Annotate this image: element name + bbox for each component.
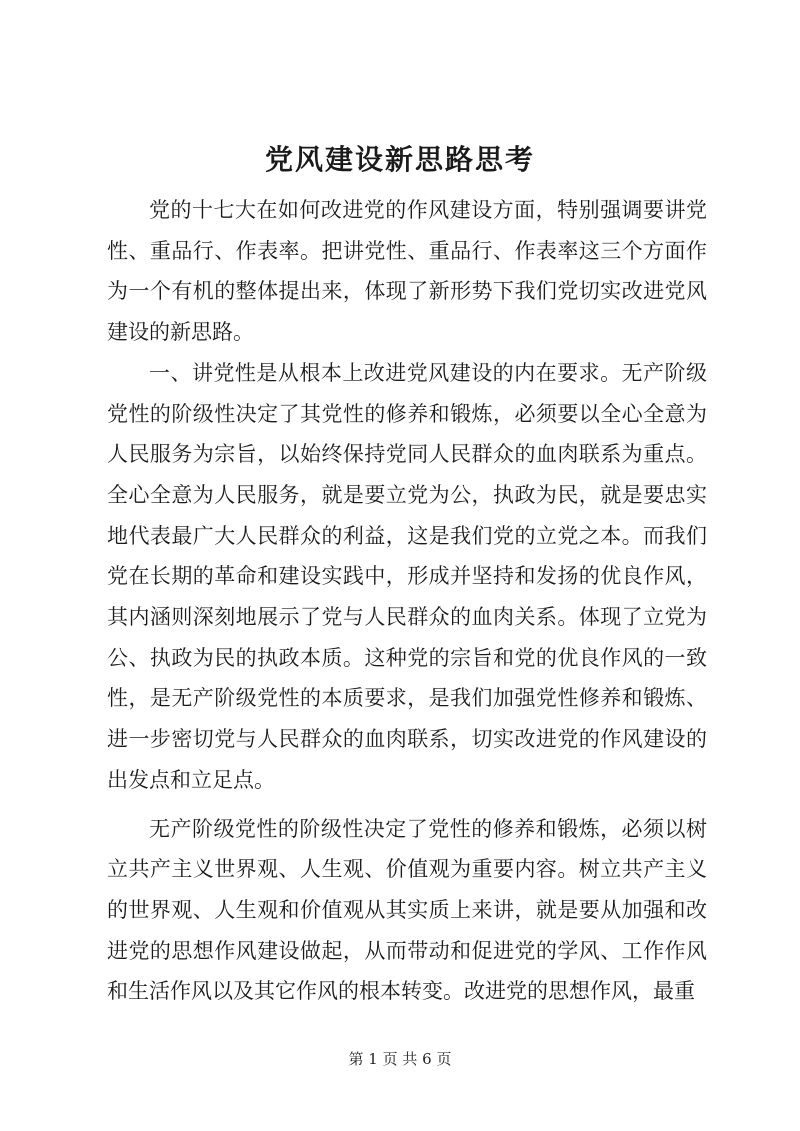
paragraph-intro: 党的十七大在如何改进党的作风建设方面，特别强调要讲党性、重品行、作表率。把讲党性、重品行、作表率这三个方面作为一个有机的整体提出来，体现了新形势下我们党切实改进党风建设的新思路。 <box>107 198 707 345</box>
paragraph-worldview: 无产阶级党性的阶级性决定了党性的修养和锻炼，必须以树立共产主义世界观、人生观、价值观为重要内容。树立共产主义的世界观、人生观和价值观从其实质上来讲，就是要从加强和改进党的思想作风建设做起，从而带动和促进党的学风、工作作风和生活作风以及其它作风的根本转变。改进党的思想作风，最重 <box>107 816 707 1004</box>
paragraph-party-spirit: 一、讲党性是从根本上改进党风建设的内在要求。无产阶级党性的阶级性决定了其党性的修养和锻炼，必须要以全心全意为人民服务为宗旨，以始终保持党同人民群众的血肉联系为重点。全心全意为人民服务，就是要立党为公，执政为民，就是要忠实地代表最广大人民群众的利益，这是我们党的立党之本。而我们党在长期的革命和建设实践中，形成并坚持和发扬的优良作风，其内涵则深刻地展示了党与人民群众的血肉关系。体现了立党为公、执政为民的执政本质。这种党的宗旨和党的优良作风的一致性，是无产阶级党性的本质要求，是我们加强党性修养和锻炼、进一步密切党与人民群众的血肉联系，切实改进党的作风建设的出发点和立足点。 <box>107 360 707 792</box>
document-title: 党风建设新思路思考 <box>264 143 535 176</box>
page-number-footer: 第 1 页 共 6 页 <box>348 1050 452 1068</box>
document-body <box>107 190 707 1012</box>
